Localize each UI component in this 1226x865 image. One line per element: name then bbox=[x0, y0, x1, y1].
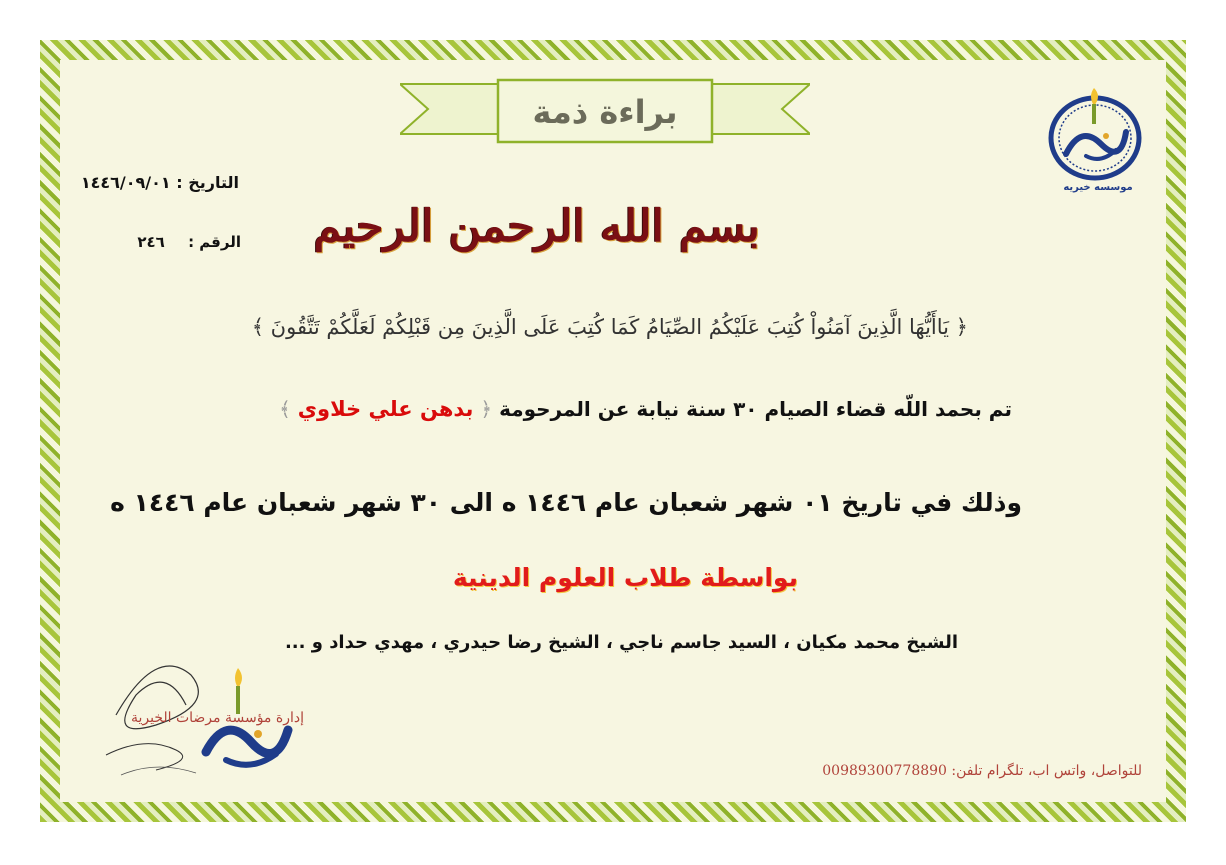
number-line bbox=[137, 233, 241, 251]
foundation-logo-icon bbox=[1046, 84, 1144, 196]
basmala-calligraphy: بسم الله الرحمن الرحيم bbox=[313, 201, 760, 252]
date-line bbox=[81, 173, 239, 192]
date-value: ١٤٤٦/٠٩/٠١ bbox=[80, 173, 171, 192]
deceased-name: بدهن علي خلاوي bbox=[297, 397, 474, 421]
date-range-statement: وذلك في تاريخ ٠١ شهر شعبان عام ١٤٤٦ ه الى ٣٠ شهر شعبان عام ١٤٤٦ ه bbox=[110, 488, 1022, 517]
students-names: الشيخ محمد مكيان ، السيد جاسم ناجي ، الشيخ رضا حيدري ، مهدي حداد و ... bbox=[284, 632, 958, 653]
performed-by-heading: بواسطة طلاب العلوم الدينية bbox=[452, 563, 798, 592]
certificate-title: براءة ذمة bbox=[532, 93, 678, 131]
logo-caption: موسسه خیریه bbox=[1063, 182, 1133, 193]
fasting-statement-text: تم بحمد اللّه قضاء الصيام ٣٠ سنة نيابة عن المرحومة bbox=[499, 397, 1012, 421]
date-label: التاريخ : bbox=[176, 173, 239, 192]
management-label: إدارة مؤسسة مرضات الخيرية bbox=[130, 710, 304, 726]
contact-info: للتواصل، واتس اب، تلگرام تلفن: 00989300778890 bbox=[822, 763, 1142, 779]
number-value: ٢٤٦ bbox=[137, 233, 165, 251]
quran-verse: ﴿ يَاأَيُّهَا الَّذِينَ آمَنُواْ كُتِبَ عَلَيْكُمُ الصِّيَامُ كَمَا كُتِبَ عَلَى الَّذِينَ مِن قَبْلِكُمْ لَعَلَّكُمْ تَتَّقُونَ ﴾ bbox=[251, 315, 968, 339]
ornament-open: ﴿ bbox=[480, 397, 493, 421]
fasting-statement bbox=[279, 397, 1012, 421]
number-label: الرقم : bbox=[188, 233, 241, 251]
ornament-close: ﴾ bbox=[279, 397, 291, 421]
